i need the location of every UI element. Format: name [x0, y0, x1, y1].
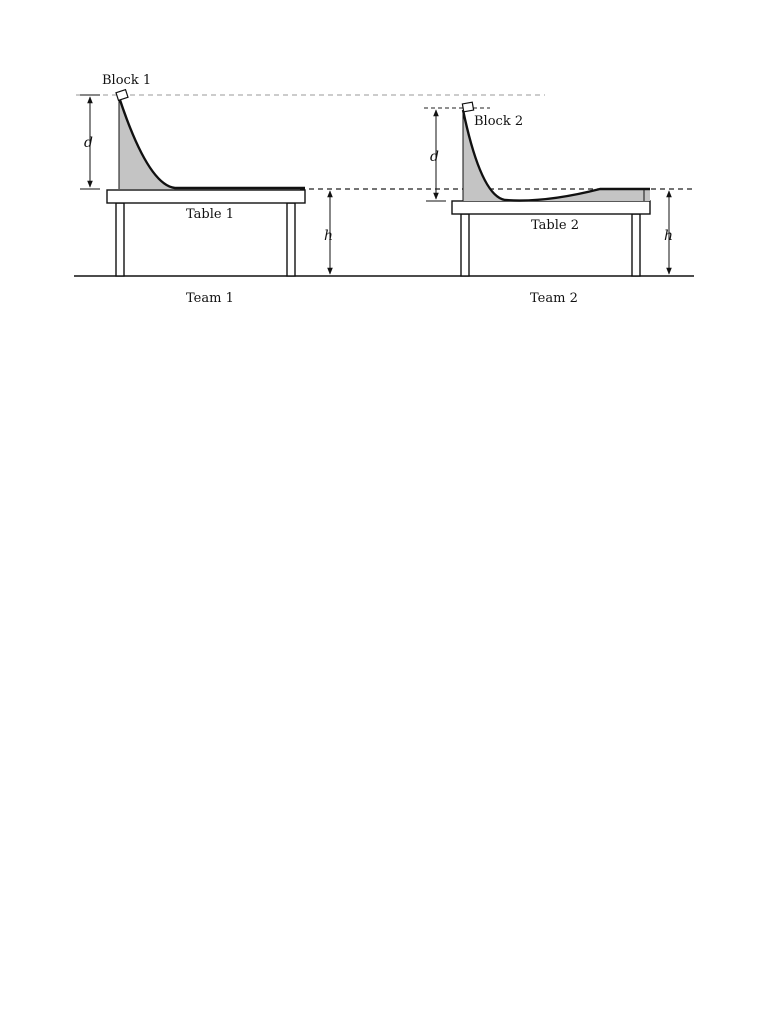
table2-left-leg — [461, 214, 469, 276]
table1-right-leg — [287, 203, 295, 276]
team1-setup — [80, 73, 333, 306]
d2-label: d — [430, 149, 439, 165]
block2-label: Block 2 — [474, 114, 524, 129]
d1-label: d — [84, 135, 93, 151]
block1 — [116, 90, 128, 101]
block1-label: Block 1 — [102, 73, 152, 88]
table2-label: Table 2 — [531, 218, 579, 233]
table1-left-leg — [116, 203, 124, 276]
team2-label: Team 2 — [530, 291, 578, 306]
h2-label: h — [664, 228, 674, 244]
table1-label: Table 1 — [186, 207, 234, 222]
h1-label: h — [324, 228, 334, 244]
table2-top — [452, 201, 650, 214]
block2 — [462, 102, 473, 112]
table2-right-leg — [632, 214, 640, 276]
table1-top — [107, 190, 305, 203]
team1-label: Team 1 — [186, 291, 234, 306]
ramp1 — [119, 97, 305, 189]
